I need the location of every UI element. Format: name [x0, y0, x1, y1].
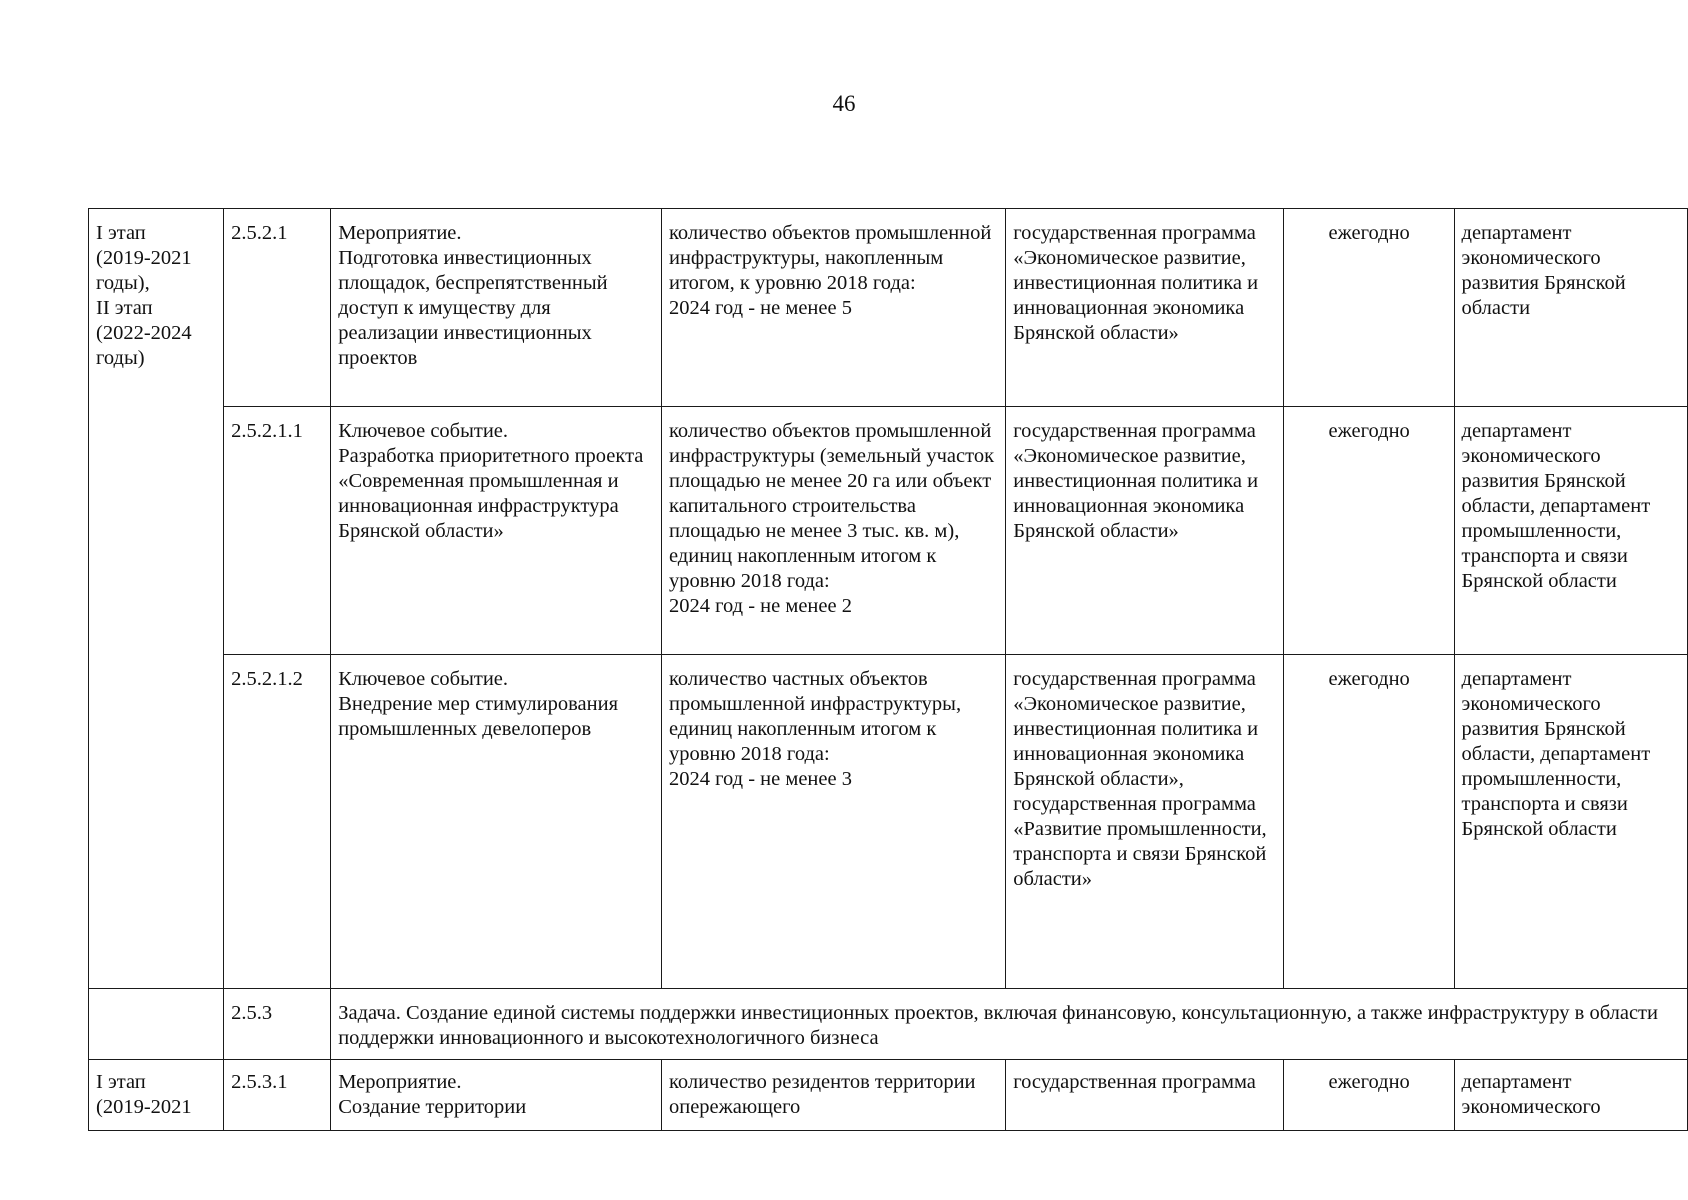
frequency-cell: ежегодно	[1283, 209, 1454, 407]
indicator-cell: количество частных объектов промышленной инфраструктуры, единиц накопленным итогом к уровню 2018 года: 2024 год - не менее 3	[661, 655, 1005, 989]
indicator-cell: количество объектов промышленной инфраструктуры, накопленным итогом, к уровню 2018 года: 2024 год - не менее 5	[661, 209, 1005, 407]
item-number-cell: 2.5.3	[224, 989, 331, 1060]
activity-cell: Ключевое событие. Разработка приоритетного проекта «Современная промышленная и инновационная инфраструктура Брянской области»	[331, 407, 662, 655]
program-cell: государственная программа «Экономическое развитие, инвестиционная политика и инновационная экономика Брянской области»	[1006, 407, 1284, 655]
program-cell: государственная программа «Экономическое развитие, инвестиционная политика и инновационная экономика Брянской области»	[1006, 209, 1284, 407]
program-cell: государственная программа «Экономическое развитие, инвестиционная политика и инновационная экономика Брянской области», государственная программа «Развитие промышленности, транспорта и связи Брянской области»	[1006, 655, 1284, 989]
table-row	[89, 655, 1688, 989]
responsible-cell: департамент экономического развития Брянской области, департамент промышленности, транспорта и связи Брянской области	[1454, 655, 1687, 989]
indicator-cell: количество резидентов территории опережающего	[661, 1060, 1005, 1131]
frequency-cell: ежегодно	[1283, 655, 1454, 989]
activity-cell: Ключевое событие. Внедрение мер стимулирования промышленных девелоперов	[331, 655, 662, 989]
indicator-cell: количество объектов промышленной инфраструктуры (земельный участок площадью не менее 20 га или объект капитального строительства площадью не менее 3 тыс. кв. м), единиц накопленным итогом к уровню 2018 года: 2024 год - не менее 2	[661, 407, 1005, 655]
task-cell: Задача. Создание единой системы поддержки инвестиционных проектов, включая финансовую, консультационную, а также инфраструктуру в области поддержки инновационного и высокотехнологичного бизнеса	[331, 989, 1688, 1060]
table-row	[89, 989, 1688, 1060]
item-number-cell: 2.5.2.1	[224, 209, 331, 407]
responsible-cell: департамент экономического развития Брянской области	[1454, 209, 1687, 407]
activity-cell: Мероприятие. Подготовка инвестиционных площадок, беспрепятственный доступ к имуществу для реализации инвестиционных проектов	[331, 209, 662, 407]
stage-period-cell	[89, 989, 224, 1060]
responsible-cell: департамент экономического	[1454, 1060, 1687, 1131]
program-cell: государственная программа	[1006, 1060, 1284, 1131]
item-number-cell: 2.5.3.1	[224, 1060, 331, 1131]
stage-period-cell: I этап (2019-2021 годы), II этап (2022-2024 годы)	[89, 209, 224, 989]
activity-cell: Мероприятие. Создание территории	[331, 1060, 662, 1131]
item-number-cell: 2.5.2.1.1	[224, 407, 331, 655]
table-row	[89, 209, 1688, 407]
table-row	[89, 407, 1688, 655]
activity-plan-table	[88, 208, 1688, 1131]
responsible-cell: департамент экономического развития Брянской области, департамент промышленности, транспорта и связи Брянской области	[1454, 407, 1687, 655]
frequency-cell: ежегодно	[1283, 1060, 1454, 1131]
page-number: 46	[832, 91, 856, 116]
stage-period-cell: I этап (2019-2021	[89, 1060, 224, 1131]
frequency-cell: ежегодно	[1283, 407, 1454, 655]
table-row	[89, 1060, 1688, 1131]
item-number-cell: 2.5.2.1.2	[224, 655, 331, 989]
